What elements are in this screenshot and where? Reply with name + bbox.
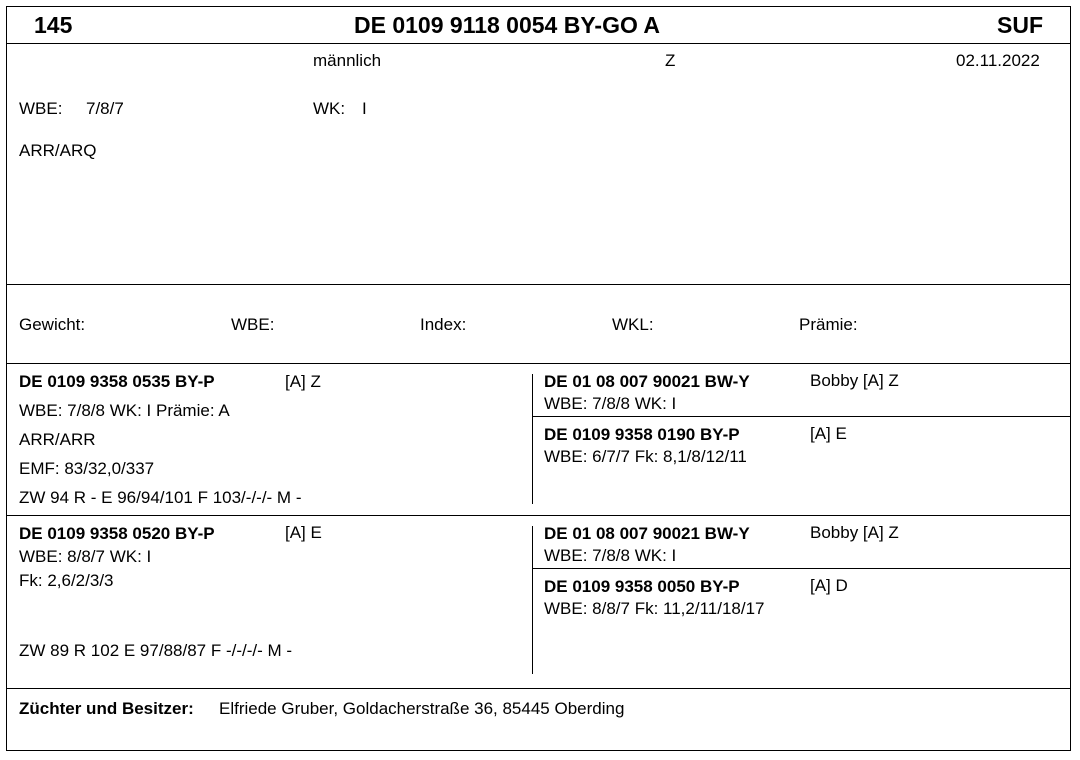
weight-label: Gewicht: <box>19 315 86 334</box>
evaluation-divider <box>6 363 1071 364</box>
sire-mother-id: DE 0109 9358 0190 BY-P <box>544 425 740 444</box>
breeder-owner-label: Züchter und Besitzer: <box>19 699 194 718</box>
breeder-owner-value: Elfriede Gruber, Goldacherstraße 36, 85445 Oberding <box>219 699 625 718</box>
dam-father-id: DE 01 08 007 90021 BW-Y <box>544 524 750 543</box>
wkl-label: WKL: <box>612 315 654 334</box>
dam-column-divider <box>532 526 533 674</box>
wbe-label: WBE: <box>19 99 63 118</box>
premium-label: Prämie: <box>799 315 858 334</box>
footer-divider <box>6 688 1071 689</box>
bird-section-divider <box>6 284 1071 285</box>
sire-line-2: ARR/ARR <box>19 430 96 449</box>
sire-father-line: WBE: 7/8/8 WK: I <box>544 394 677 413</box>
dam-mother-tag: [A] D <box>810 576 848 595</box>
wk-label: WK: <box>313 99 346 118</box>
index-label: Index: <box>420 315 467 334</box>
sire-line-1: WBE: 7/8/8 WK: I Prämie: A <box>19 401 230 420</box>
genotype: ARR/ARQ <box>19 141 97 160</box>
sire-dam-divider <box>6 515 1071 516</box>
breed-code: SUF <box>997 12 1043 38</box>
dam-line-2: Fk: 2,6/2/3/3 <box>19 571 114 590</box>
date: 02.11.2022 <box>956 51 1040 70</box>
dam-mother-line: WBE: 8/8/7 Fk: 11,2/11/18/17 <box>544 599 765 618</box>
dam-line-1: WBE: 8/8/7 WK: I <box>19 547 152 566</box>
dam-tag: [A] E <box>285 523 322 542</box>
sire-id: DE 0109 9358 0535 BY-P <box>19 372 215 391</box>
header-divider <box>6 43 1071 44</box>
sire-parents-divider <box>532 416 1071 417</box>
dam-father-line: WBE: 7/8/8 WK: I <box>544 546 677 565</box>
sire-tag: [A] Z <box>285 372 321 391</box>
catalog-number: 145 <box>34 12 73 38</box>
dam-father-tag: Bobby [A] Z <box>810 523 899 542</box>
sire-mother-tag: [A] E <box>810 424 847 443</box>
dam-line-3: ZW 89 R 102 E 97/88/87 F -/-/-/- M - <box>19 641 293 660</box>
wk-value: I <box>362 99 367 118</box>
dam-id: DE 0109 9358 0520 BY-P <box>19 524 215 543</box>
dam-parents-divider <box>532 568 1071 569</box>
wbe-value: 7/8/7 <box>86 99 124 118</box>
sire-column-divider <box>532 374 533 504</box>
color-code: Z <box>665 51 676 70</box>
sire-line-3: EMF: 83/32,0/337 <box>19 459 155 478</box>
sire-line-4: ZW 94 R - E 96/94/101 F 103/-/-/- M - <box>19 488 302 507</box>
sex: männlich <box>313 51 382 70</box>
eval-wbe-label: WBE: <box>231 315 275 334</box>
sire-father-tag: Bobby [A] Z <box>810 371 899 390</box>
sire-father-id: DE 01 08 007 90021 BW-Y <box>544 372 750 391</box>
sire-mother-line: WBE: 6/7/7 Fk: 8,1/8/12/11 <box>544 447 747 466</box>
ring-number: DE 0109 9118 0054 BY-GO A <box>354 12 661 38</box>
dam-mother-id: DE 0109 9358 0050 BY-P <box>544 577 740 596</box>
